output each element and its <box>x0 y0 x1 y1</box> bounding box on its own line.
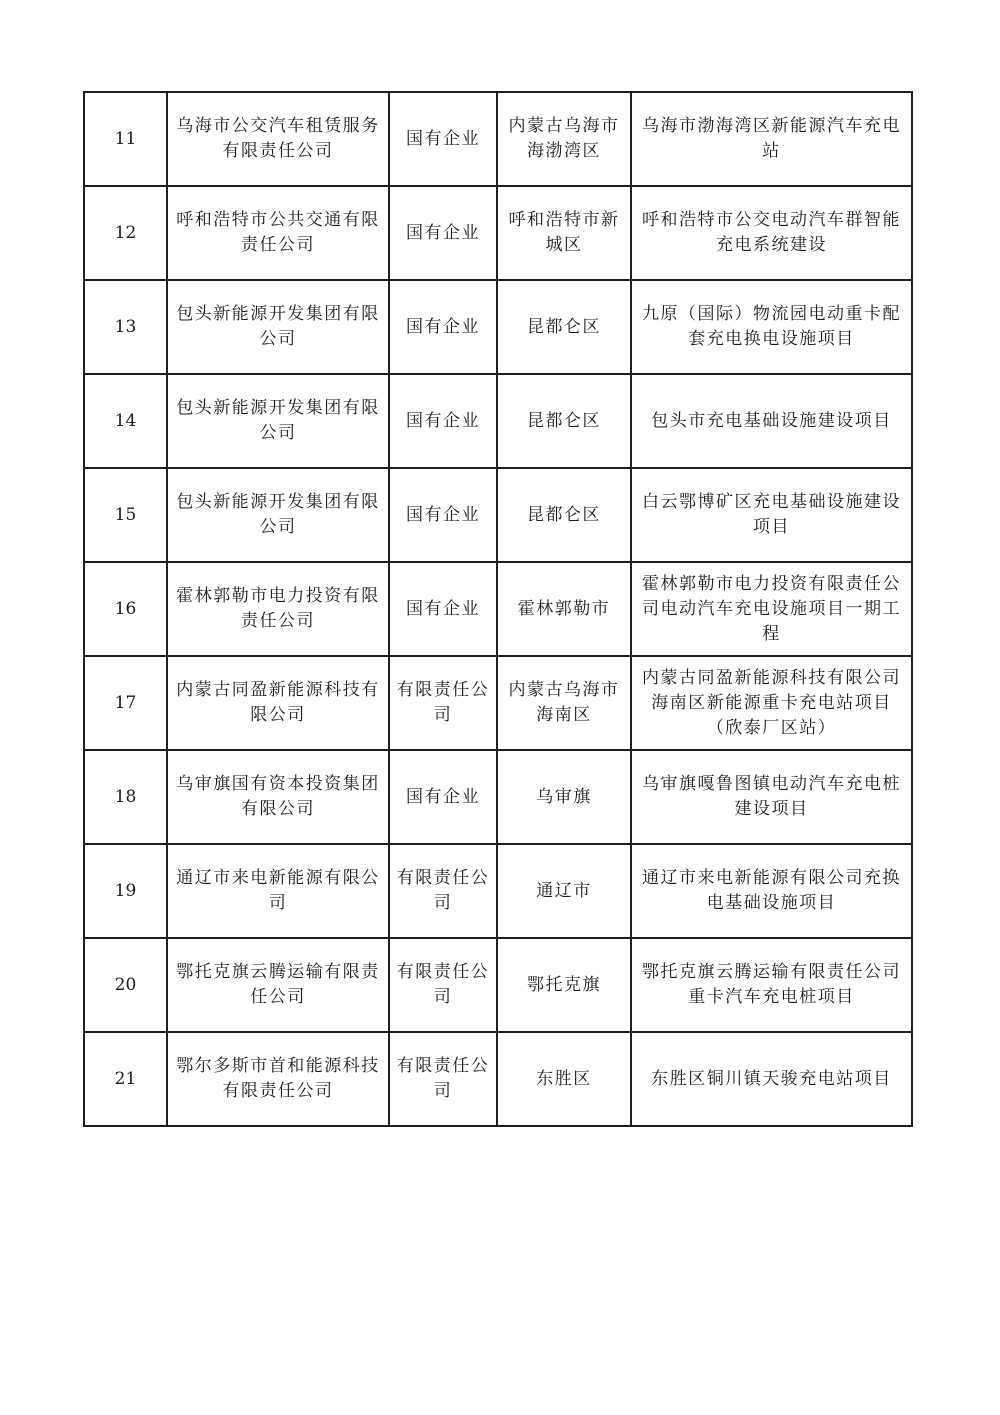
row-number: 21 <box>84 1032 167 1126</box>
enterprise-type: 国有企业 <box>389 92 497 186</box>
enterprise-type: 有限责任公司 <box>389 656 497 750</box>
location: 昆都仑区 <box>497 374 631 468</box>
project-name: 内蒙古同盈新能源科技有限公司海南区新能源重卡充电站项目（欣泰厂区站） <box>631 656 912 750</box>
company-name: 内蒙古同盈新能源科技有限公司 <box>167 656 389 750</box>
row-number: 11 <box>84 92 167 186</box>
project-name: 呼和浩特市公交电动汽车群智能充电系统建设 <box>631 186 912 280</box>
row-number: 15 <box>84 468 167 562</box>
location: 内蒙古乌海市海南区 <box>497 656 631 750</box>
table-row <box>84 374 912 468</box>
location: 通辽市 <box>497 844 631 938</box>
table-row <box>84 468 912 562</box>
row-number: 17 <box>84 656 167 750</box>
project-table <box>83 91 913 1127</box>
row-number: 12 <box>84 186 167 280</box>
company-name: 鄂托克旗云腾运输有限责任公司 <box>167 938 389 1032</box>
project-name: 鄂托克旗云腾运输有限责任公司重卡汽车充电桩项目 <box>631 938 912 1032</box>
location: 乌审旗 <box>497 750 631 844</box>
location: 内蒙古乌海市海渤湾区 <box>497 92 631 186</box>
company-name: 通辽市来电新能源有限公司 <box>167 844 389 938</box>
enterprise-type: 国有企业 <box>389 468 497 562</box>
project-name: 白云鄂博矿区充电基础设施建设项目 <box>631 468 912 562</box>
location: 呼和浩特市新城区 <box>497 186 631 280</box>
company-name: 乌审旗国有资本投资集团有限公司 <box>167 750 389 844</box>
row-number: 19 <box>84 844 167 938</box>
company-name: 包头新能源开发集团有限公司 <box>167 280 389 374</box>
enterprise-type: 国有企业 <box>389 280 497 374</box>
row-number: 13 <box>84 280 167 374</box>
table-row <box>84 656 912 750</box>
enterprise-type: 有限责任公司 <box>389 844 497 938</box>
table-row <box>84 280 912 374</box>
project-name: 乌审旗嘎鲁图镇电动汽车充电桩建设项目 <box>631 750 912 844</box>
project-name: 通辽市来电新能源有限公司充换电基础设施项目 <box>631 844 912 938</box>
project-name: 乌海市渤海湾区新能源汽车充电站 <box>631 92 912 186</box>
project-name: 东胜区铜川镇天骏充电站项目 <box>631 1032 912 1126</box>
table-row <box>84 844 912 938</box>
location: 鄂托克旗 <box>497 938 631 1032</box>
table-row <box>84 186 912 280</box>
enterprise-type: 有限责任公司 <box>389 1032 497 1126</box>
company-name: 包头新能源开发集团有限公司 <box>167 374 389 468</box>
row-number: 14 <box>84 374 167 468</box>
project-name: 九原（国际）物流园电动重卡配套充电换电设施项目 <box>631 280 912 374</box>
company-name: 鄂尔多斯市首和能源科技有限责任公司 <box>167 1032 389 1126</box>
table-row <box>84 938 912 1032</box>
enterprise-type: 国有企业 <box>389 374 497 468</box>
row-number: 16 <box>84 562 167 656</box>
company-name: 呼和浩特市公共交通有限责任公司 <box>167 186 389 280</box>
location: 东胜区 <box>497 1032 631 1126</box>
table-row <box>84 1032 912 1126</box>
row-number: 20 <box>84 938 167 1032</box>
enterprise-type: 国有企业 <box>389 562 497 656</box>
table-row <box>84 750 912 844</box>
enterprise-type: 国有企业 <box>389 750 497 844</box>
location: 昆都仑区 <box>497 280 631 374</box>
table-row <box>84 562 912 656</box>
company-name: 霍林郭勒市电力投资有限责任公司 <box>167 562 389 656</box>
enterprise-type: 国有企业 <box>389 186 497 280</box>
project-name: 霍林郭勒市电力投资有限责任公司电动汽车充电设施项目一期工程 <box>631 562 912 656</box>
location: 霍林郭勒市 <box>497 562 631 656</box>
table-row <box>84 92 912 186</box>
company-name: 包头新能源开发集团有限公司 <box>167 468 389 562</box>
location: 昆都仑区 <box>497 468 631 562</box>
table-body <box>84 92 912 1126</box>
enterprise-type: 有限责任公司 <box>389 938 497 1032</box>
project-name: 包头市充电基础设施建设项目 <box>631 374 912 468</box>
company-name: 乌海市公交汽车租赁服务有限责任公司 <box>167 92 389 186</box>
row-number: 18 <box>84 750 167 844</box>
